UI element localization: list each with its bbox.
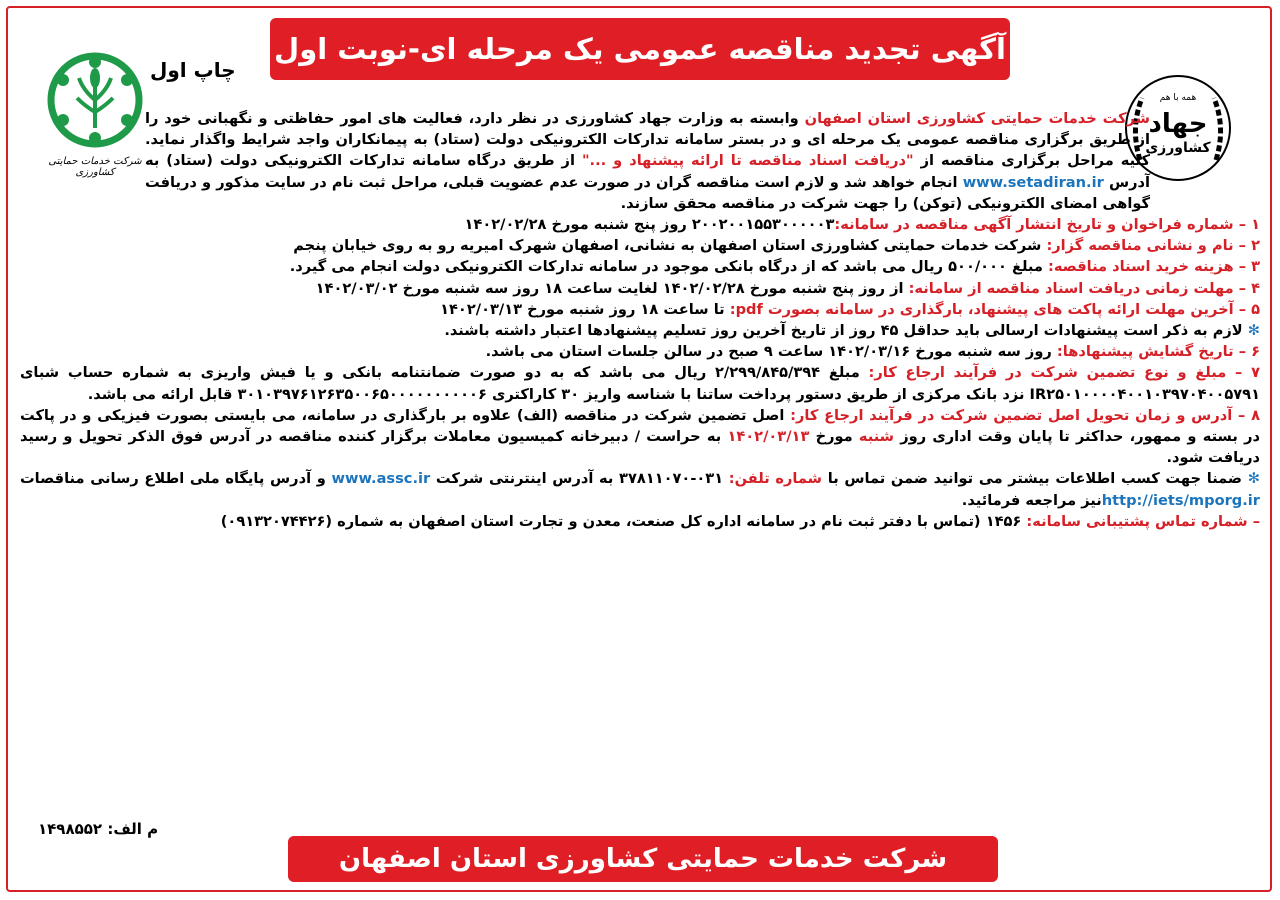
item-3-label: ۳ – هزینه خرید اسناد مناقصه: — [1048, 258, 1260, 276]
item-7-label: ۷ – مبلغ و نوع تضمین شرکت در فرآیند ارجاع کار: — [868, 364, 1260, 382]
item-8-label: ۸ – آدرس و زمان تحویل اصل تضمین شرکت در فرآیند ارجاع کار: — [790, 406, 1260, 424]
setad-link[interactable]: www.setadiran.ir — [962, 173, 1104, 191]
item-8-text-2: مورخ — [809, 428, 859, 446]
item-3-text: مبلغ ۵۰۰/۰۰۰ ریال می باشد که از درگاه بانکی موجود در سامانه تدارکات الکترونیکی دولت انجام می گیرد. — [289, 258, 1048, 276]
intro-quote: "دریافت اسناد مناقصه تا ارائه پیشنهاد و ..." — [581, 152, 914, 170]
item-5 — [20, 299, 1260, 320]
asterisk-icon: ✻ — [1247, 470, 1260, 488]
item-3 — [20, 256, 1260, 277]
support-line — [20, 511, 1260, 532]
item-4-text: از روز پنج شنبه مورخ ۱۴۰۲/۰۲/۲۸ لغایت ساعت ۱۸ روز سه شنبه مورخ ۱۴۰۲/۰۳/۰۲ — [315, 279, 909, 297]
item-6 — [20, 341, 1260, 362]
contact-text-3: و آدرس پایگاه ملی اطلاع رسانی مناقصات — [20, 470, 332, 488]
item-5-label: ۵ – آخرین مهلت ارائه پاکت های پیشنهاد، بارگذاری در سامانه بصورت pdf: — [729, 300, 1260, 318]
intro-paragraph — [20, 108, 1260, 214]
intro-text-2: از طریق درگاه سامانه تدارکات الکترونیکی دولت (ستاد) به آدرس — [145, 152, 1150, 191]
item-1 — [20, 214, 1260, 235]
company-name: شرکت خدمات حمایتی کشاورزی استان اصفهان — [804, 110, 1150, 127]
assc-link[interactable]: www.assc.ir — [331, 470, 431, 488]
contact-paragraph — [20, 468, 1260, 510]
phone-label: شماره تلفن: — [728, 470, 823, 488]
ministry-logo-main: جهاد — [1148, 109, 1208, 139]
item-2 — [20, 235, 1260, 256]
note-1 — [20, 320, 1260, 341]
asterisk-icon: ✻ — [1247, 322, 1260, 340]
ad-title: آگهی تجدید مناقصه عمومی یک مرحله ای-نوبت اول — [274, 32, 1006, 66]
contact-text-2: به آدرس اینترنتی شرکت — [430, 470, 614, 488]
support-label: – شماره تماس پشتیبانی سامانه: — [1026, 512, 1260, 530]
item-4 — [20, 278, 1260, 299]
note-1-text: لازم به ذکر است پیشنهادات ارسالی باید حداقل ۴۵ روز از تاریخ آخرین روز تسلیم پیشنهادها اعتبار داشته باشند. — [444, 322, 1243, 340]
footer-company-name: شرکت خدمات حمایتی کشاورزی استان اصفهان — [338, 844, 948, 874]
item-8-text-3: به حراست / دبیرخانه کمیسیون معاملات برگزار کننده مناقصه در آدرس فوق الذکر تحویل و رسید دریافت شود. — [20, 428, 1260, 467]
print-label: چاپ اول — [150, 58, 236, 82]
item-6-text: روز سه شنبه مورخ ۱۴۰۲/۰۳/۱۶ ساعت ۹ صبح در سالن جلسات استان می باشد. — [485, 343, 1057, 361]
company-logo-caption: شرکت خدمات حمایتی کشاورزی — [48, 156, 142, 178]
support-text: ۱۴۵۶ (تماس با دفتر ثبت نام در سامانه اداره کل صنعت، معدن و تجارت استان اصفهان به شماره (۰۹۱۳۲۰۷۴۴۲۶) — [220, 512, 1027, 530]
item-5-text: تا ساعت ۱۸ روز شنبه مورخ ۱۴۰۲/۰۳/۱۳ — [440, 300, 730, 318]
item-8 — [20, 405, 1260, 469]
reference-number: م الف: ۱۴۹۸۵۵۲ — [38, 820, 159, 838]
ministry-logo-top: همه با هم — [1159, 93, 1197, 103]
title-banner — [270, 18, 1010, 80]
contact-text-4: نیز مراجعه فرمائید. — [961, 491, 1102, 509]
intro-text-1: وابسته به وزارت جهاد کشاورزی در نظر دارد، فعالیت های امور حفاظتی و نگهبانی خود را از طریق برگزاری مناقصه عمومی یک مرحله ای و در بستر سامانه تدارکات الکترونیکی دولت (ستاد) به پیمانکاران واجد شرایط واگذار نماید. کلیه مراحل برگزاری مناقصه از — [145, 110, 1150, 170]
ad-body — [20, 108, 1260, 532]
contact-text-1: ضمنا جهت کسب اطلاعات بیشتر می توانید ضمن تماس با — [822, 470, 1243, 488]
phone-number: ۰۳۱-۳۷۸۱۱۰۷۰ — [613, 470, 729, 488]
item-7-text: مبلغ ۲/۲۹۹/۸۴۵/۳۹۴ ریال می باشد که به دو صورت ضمانتنامه بانکی و یا فیش واریزی به شماره حساب شبای IR۲۵۰۱۰۰۰۰۴۰۰۱۰۳۹۷۰۴۰۰۵۷۹۱ نزد بانک مرکزی از طریق دستور پرداخت ساتنا با شناسه واریز ۳۰ کاراکتری ۳۰۱۰۳۹۷۶۱۲۶۳۵۰۰۶۵۰۰۰۰۰۰۰۰۰۰۶ قابل ارائه می باشد. — [20, 364, 1260, 403]
item-2-text: شرکت خدمات حمایتی کشاورزی استان اصفهان به نشانی، اصفهان شهرک امیریه رو به روی خیابان پنجم — [293, 237, 1047, 255]
item-8-day: شنبه — [858, 428, 895, 446]
item-7 — [20, 362, 1260, 404]
item-2-label: ۲ – نام و نشانی مناقصه گزار: — [1046, 237, 1260, 255]
intro-text-3: انجام خواهد شد و لازم است مناقصه گران در صورت عدم عضویت قبلی، مراحل ثبت نام در سایت مذکور و دریافت گواهی امضای الکترونیکی (توکن) را جهت شرکت در مناقصه محقق سازند. — [145, 173, 1150, 212]
footer-banner — [288, 836, 998, 882]
item-1-text: ۲۰۰۲۰۰۱۵۵۳۰۰۰۰۰۳ روز پنج شنبه مورخ ۱۴۰۲/۰۲/۲۸ — [464, 216, 835, 234]
item-1-label: ۱ – شماره فراخوان و تاریخ انتشار آگهی مناقصه در سامانه: — [834, 216, 1260, 234]
ministry-logo-sub: کشاورزی — [1145, 140, 1211, 156]
item-6-label: ۶ – تاریخ گشایش پیشنهادها: — [1056, 343, 1260, 361]
item-4-label: ۴ – مهلت زمانی دریافت اسناد مناقصه از سامانه: — [908, 279, 1260, 297]
item-8-text-1: اصل تضمین شرکت در مناقصه (الف) علاوه بر بارگذاری در سامانه، می بایستی بصورت فیزیکی و در پاکت در بسته و ممهور، حداکثر تا پایان وقت اداری روز — [20, 406, 1260, 446]
item-8-date: ۱۴۰۲/۰۳/۱۳ — [727, 428, 810, 446]
iets-link[interactable]: http://iets/mporg.ir — [1101, 491, 1260, 509]
